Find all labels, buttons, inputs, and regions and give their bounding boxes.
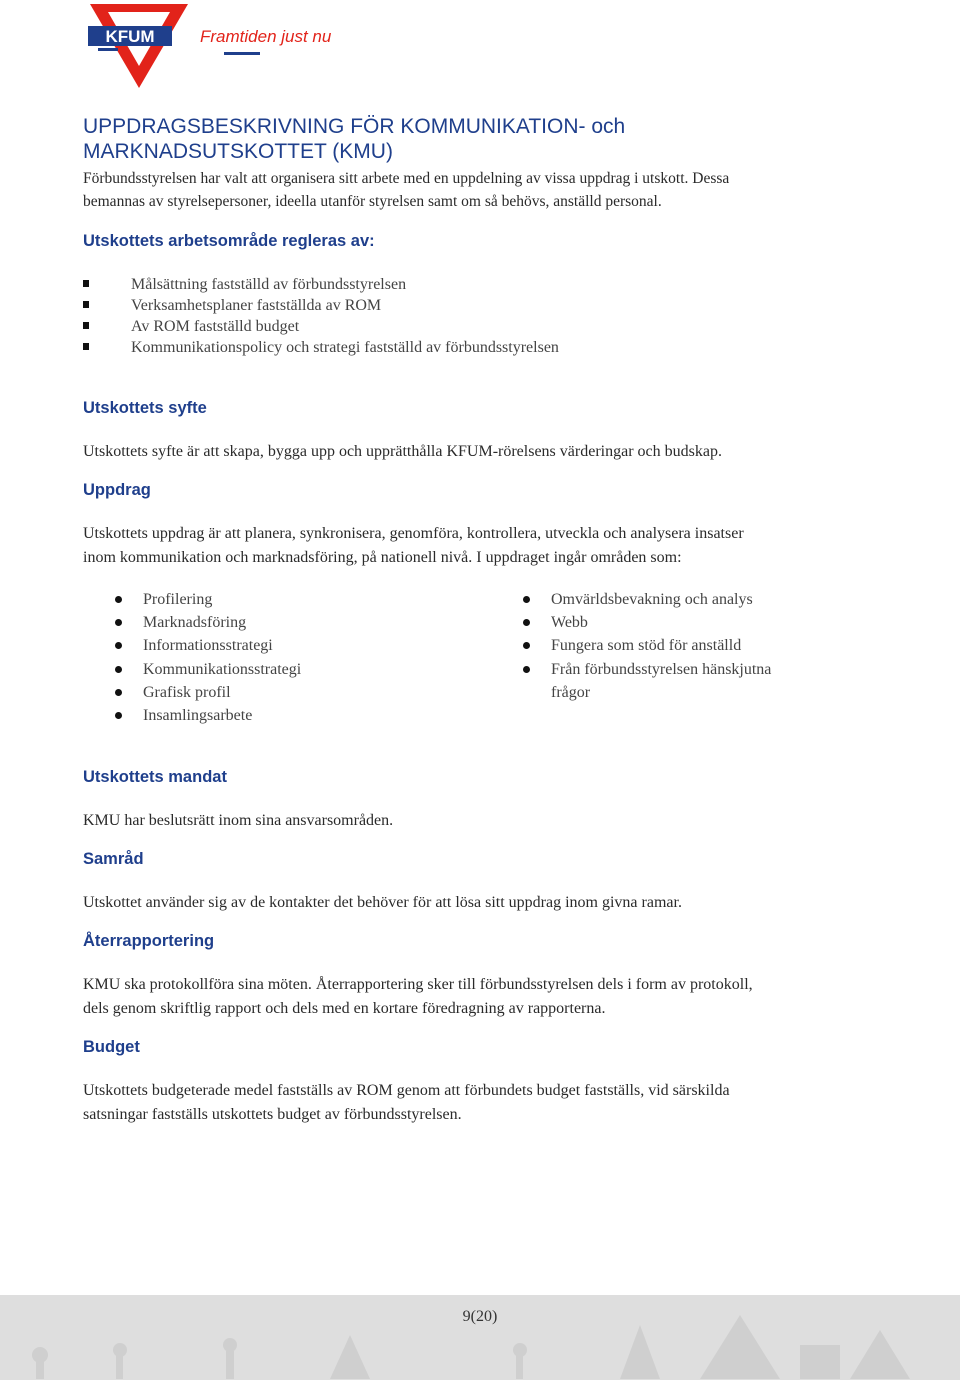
budget-line-2: satsningar fastställs utskottets budget av förbundsstyrelsen. [83, 1106, 462, 1123]
samrad-heading: Samråd [83, 850, 144, 868]
list-item: Webb [521, 611, 771, 634]
mandat-heading: Utskottets mandat [83, 768, 227, 786]
list-item: Profilering [113, 588, 301, 611]
kfum-logo [88, 2, 358, 92]
round-bullet-icon [523, 666, 530, 673]
arbetsomrade-list [83, 274, 559, 358]
list-item: Från förbundsstyrelsen hänskjutna frågor [521, 658, 771, 704]
list-item: Informationsstrategi [113, 634, 301, 657]
square-bullet-icon [83, 280, 89, 287]
list-item: Insamlingsarbete [113, 704, 301, 727]
list-item: Marknadsföring [113, 611, 301, 634]
budget-paragraph [83, 1079, 730, 1127]
arbetsomrade-heading: Utskottets arbetsområde regleras av: [83, 232, 375, 250]
round-bullet-icon [115, 642, 122, 649]
aterrapportering-paragraph [83, 973, 753, 1021]
budget-heading: Budget [83, 1038, 140, 1056]
uppdrag-heading: Uppdrag [83, 481, 151, 499]
round-bullet-icon [115, 689, 122, 696]
title-line-2: MARKNADSUTSKOTTET (KMU) [83, 140, 393, 163]
intro-paragraph [83, 167, 729, 213]
list-item: Kommunikationspolicy och strategi fastställd av förbundsstyrelsen [83, 337, 559, 358]
budget-line-1: Utskottets budgeterade medel fastställs av ROM genom att förbundets budget fastställs, vid särskilda [83, 1082, 730, 1099]
round-bullet-icon [523, 619, 530, 626]
round-bullet-icon [523, 596, 530, 603]
list-item: Fungera som stöd för anställd [521, 634, 771, 657]
square-bullet-icon [83, 301, 89, 308]
aterrapportering-line-2: dels genom skriftlig rapport och dels med en kortare föredragning av rapporterna. [83, 1000, 606, 1017]
document-title [83, 114, 625, 164]
list-item: Kommunikationsstrategi [113, 658, 301, 681]
kfum-triangle-logo-icon [88, 2, 358, 92]
uppdrag-paragraph [83, 522, 744, 570]
square-bullet-icon [83, 322, 89, 329]
mandat-text: KMU har beslutsrätt inom sina ansvarsområden. [83, 812, 394, 829]
list-item: Av ROM fastställd budget [83, 316, 559, 337]
page-number: 9(20) [462, 1308, 498, 1325]
svg-text:KFUM: KFUM [105, 27, 155, 46]
list-item: Verksamhetsplaner fastställda av ROM [83, 295, 559, 316]
uppdrag-line-1: Utskottets uppdrag är att planera, synkronisera, genomföra, kontrollera, utveckla och analysera insatser [83, 525, 744, 542]
intro-line-2: bemannas av styrelsepersoner, ideella utanför styrelsen samt om så behövs, anställd personal. [83, 193, 662, 210]
uppdrag-line-2: inom kommunikation och marknadsföring, på nationell nivå. I uppdraget ingår områden som: [83, 549, 682, 566]
list-item: Målsättning fastställd av förbundsstyrelsen [83, 274, 559, 295]
round-bullet-icon [523, 642, 530, 649]
list-item: Grafisk profil [113, 681, 301, 704]
syfte-heading: Utskottets syfte [83, 399, 207, 417]
round-bullet-icon [115, 619, 122, 626]
round-bullet-icon [115, 596, 122, 603]
round-bullet-icon [115, 712, 122, 719]
list-item: Omvärldsbevakning och analys [521, 588, 771, 611]
aterrapportering-heading: Återrapportering [83, 932, 215, 950]
aterrapportering-line-1: KMU ska protokollföra sina möten. Återrapportering sker till förbundsstyrelsen dels i form av protokoll, [83, 976, 753, 993]
syfte-text: Utskottets syfte är att skapa, bygga upp och upprätthålla KFUM-rörelsens värderingar och budskap. [83, 443, 722, 460]
samrad-text: Utskottet använder sig av de kontakter det behöver för att lösa sitt uppdrag inom givna ramar. [83, 894, 682, 911]
intro-line-1: Förbundsstyrelsen har valt att organisera sitt arbete med en uppdelning av vissa uppdrag i utskott. Dessa [83, 170, 730, 187]
title-line-1: UPPDRAGSBESKRIVNING FÖR KOMMUNIKATION- och [83, 115, 626, 138]
uppdrag-list-right [521, 588, 771, 704]
square-bullet-icon [83, 343, 89, 350]
svg-text:Framtiden just nu: Framtiden just nu [200, 27, 332, 46]
uppdrag-list-left [113, 588, 301, 727]
round-bullet-icon [115, 666, 122, 673]
